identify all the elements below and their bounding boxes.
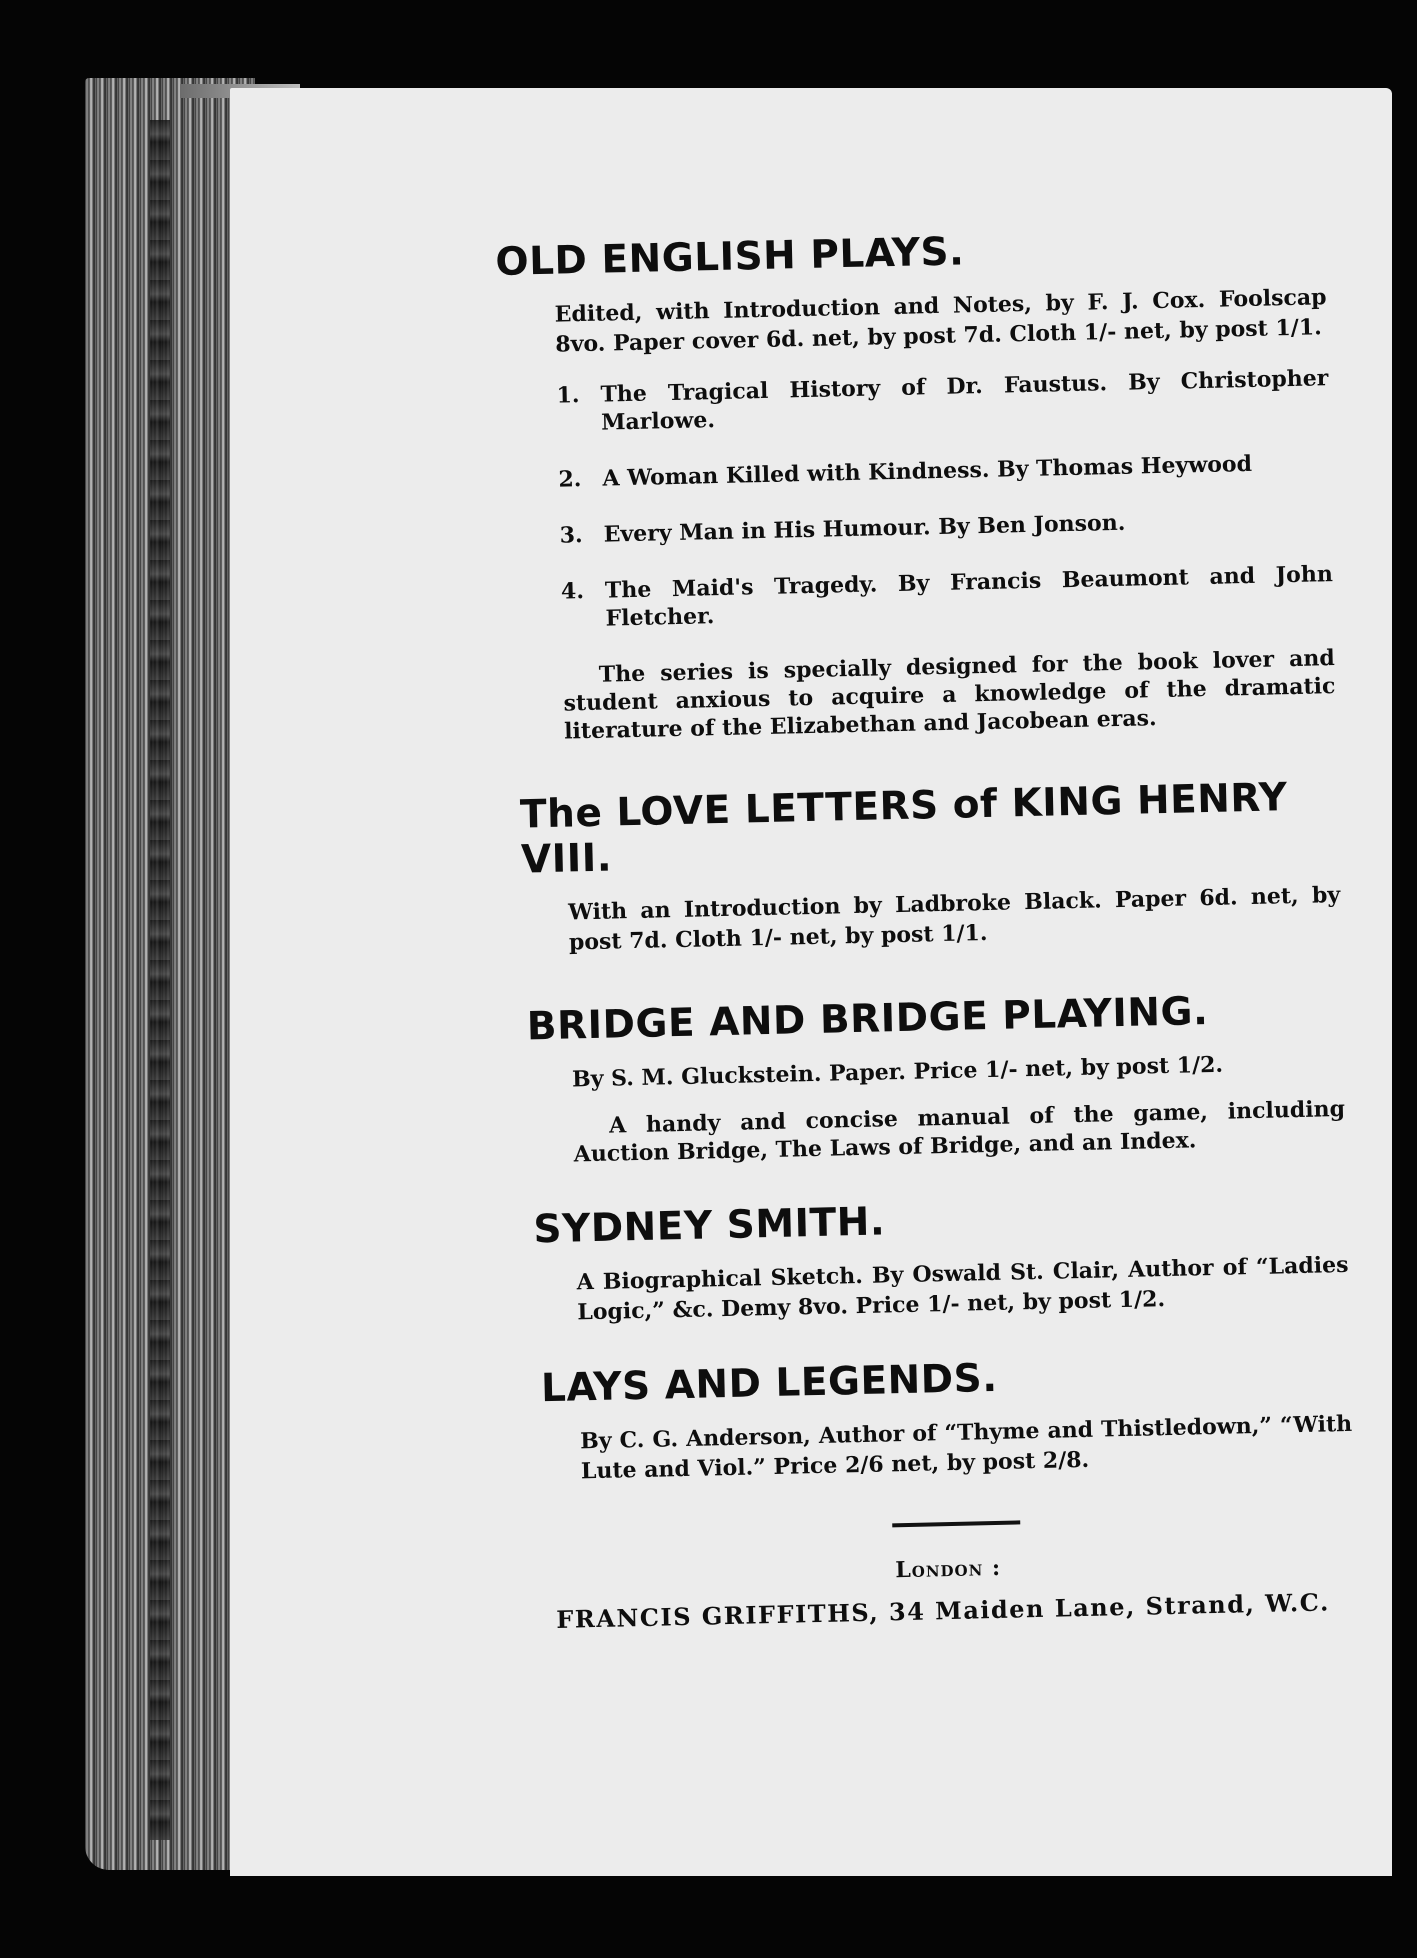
- list-item: [559, 504, 1331, 550]
- section-love-letters: [508, 774, 1342, 959]
- section-description: A handy and concise manual of the game, including Auction Bridge, The Laws of Bridge, and an Index.: [573, 1095, 1346, 1168]
- section-intro: With an Introduction by Ladbroke Black. Paper 6d. net, by post 7d. Cloth 1/- net, by post 1/1.: [567, 881, 1341, 956]
- list-item: [558, 448, 1330, 494]
- page-content: [495, 221, 1356, 1634]
- section-intro: By S. M. Gluckstein. Paper. Price 1/- net, by post 1/2.: [571, 1051, 1224, 1093]
- section-title: OLD ENGLISH PLAYS.: [495, 229, 965, 285]
- section-title: The LOVE LETTERS of KING HENRY VIII.: [519, 775, 1289, 883]
- section-title: LAYS AND LEGENDS.: [540, 1355, 999, 1412]
- section-lays-and-legends: [521, 1348, 1354, 1488]
- list-text: A Woman Killed with Kindness. By Thomas Heywood: [602, 450, 1253, 492]
- section-sydney-smith: [517, 1189, 1350, 1329]
- section-title: BRIDGE AND BRIDGE PLAYING.: [526, 989, 1209, 1050]
- list-text: The Maid's Tragedy. By Francis Beaumont and John Fletcher.: [604, 561, 1334, 632]
- section-description: The series is specially designed for the book lover and student anxious to acquire a knowledge of the dramatic literature of the Elizabethan and Jacobean eras.: [563, 645, 1336, 745]
- divider-rule: [892, 1520, 1020, 1527]
- spine-shadow: [150, 120, 170, 1840]
- list-text: The Tragical History of Dr. Faustus. By Christopher Marlowe.: [600, 365, 1329, 436]
- imprint-publisher: FRANCIS GRIFFITHS, 34 Maiden Lane, Strand, W.C.: [555, 1587, 1331, 1634]
- list-number: 3.: [559, 522, 583, 549]
- section-title: SYDNEY SMITH.: [532, 1199, 886, 1253]
- list-item: [561, 560, 1334, 634]
- list-item: [556, 364, 1329, 438]
- section-old-english-plays: [495, 221, 1336, 747]
- section-intro: A Biographical Sketch. By Oswald St. Clair, Author of “Ladies Logic,” &c. Demy 8vo. Price 1/- net, by post 1/2.: [576, 1251, 1349, 1326]
- list-text: Every Man in His Humour. By Ben Jonson.: [603, 509, 1126, 548]
- list-number: 2.: [558, 466, 582, 493]
- section-intro: Edited, with Introduction and Notes, by F. J. Cox. Foolscap 8vo. Paper cover 6d. net, by post 7d. Cloth 1/- net, by post 1/1.: [554, 284, 1327, 358]
- plays-list: [556, 364, 1334, 633]
- list-number: 1.: [556, 382, 580, 409]
- section-bridge: [512, 986, 1346, 1170]
- imprint-city: London :: [894, 1554, 1002, 1584]
- list-number: 4.: [560, 578, 585, 605]
- section-intro: By C. G. Anderson, Author of “Thyme and Thistledown,” “With Lute and Viol.” Price 2/6 net, by post 2/8.: [579, 1410, 1353, 1485]
